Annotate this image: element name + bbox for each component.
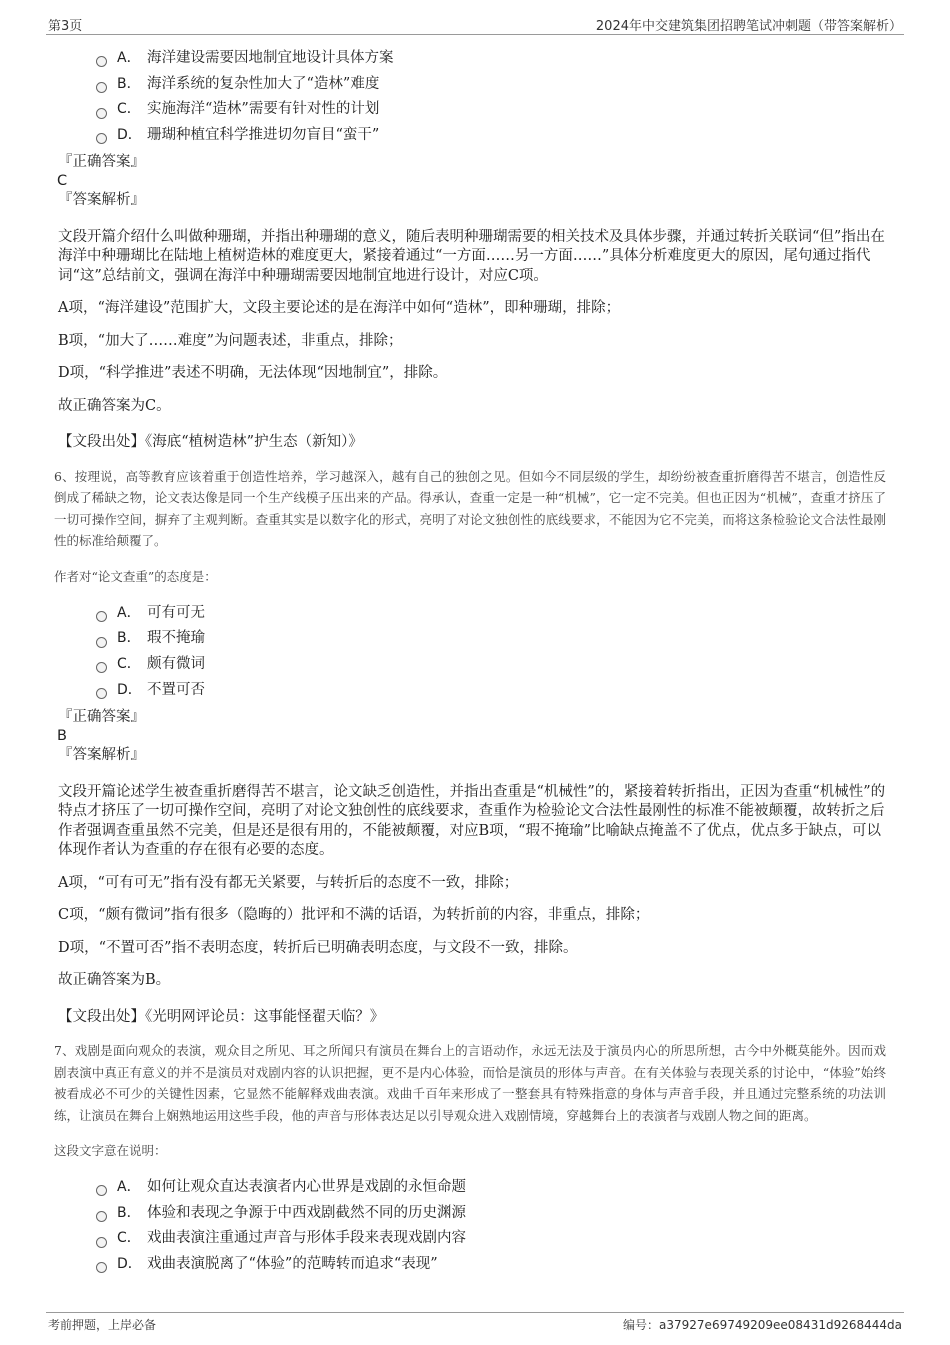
q5-options xyxy=(96,46,896,149)
radio-icon[interactable] xyxy=(96,56,107,67)
radio-icon[interactable] xyxy=(96,662,107,673)
radio-icon[interactable] xyxy=(96,1211,107,1222)
option-text: 颇有微词 xyxy=(147,656,205,673)
q6-note-d: D项，“不置可否”指不表明态度，转折后已明确表明态度，与文段不一致，排除。 xyxy=(58,939,578,956)
q6-note-a: A项，“可有可无”指有没有都无关紧要，与转折后的态度不一致，排除； xyxy=(58,874,519,891)
option-text: 珊瑚种植宜科学推进切勿盲目“蛮干” xyxy=(147,127,380,144)
option-letter: C． xyxy=(117,1230,141,1247)
q5-note-d: D项，“科学推进”表述不明确，无法体现“因地制宜”，排除。 xyxy=(58,365,448,382)
option-text: 可有可无 xyxy=(147,604,205,621)
option-letter: A． xyxy=(117,1179,141,1195)
q6-prompt: 作者对“论文查重”的态度是： xyxy=(54,568,217,584)
q6-conclusion: 故正确答案为B。 xyxy=(58,972,171,988)
option-text: 实施海洋“造林”需要有针对性的计划 xyxy=(147,101,380,118)
option-letter: D． xyxy=(117,1256,142,1273)
option-letter: B． xyxy=(117,75,141,92)
q6-analysis-label: 『答案解析』 xyxy=(58,746,145,763)
q7-option-d[interactable] xyxy=(96,1252,896,1278)
q5-analysis: 文段开篇介绍什么叫做种珊瑚，并指出种珊瑚的意义，随后表明种珊瑚需要的相关技术及具体步骤，并通过转折关联词“但”指出在海洋中种珊瑚比在陆地上植树造林的难度更大，紧接着通过“一方面……另一方面……”具体分析难度更大的原因，尾句通过指代词“这”总结前文，强调在海洋中种珊瑚需要因地制宜地进行设计，对应C项。 xyxy=(58,228,885,284)
option-text: 海洋建设需要因地制宜地设计具体方案 xyxy=(147,50,394,66)
q5-option-d[interactable] xyxy=(96,123,896,149)
q5-option-a[interactable] xyxy=(96,46,896,72)
footer-slogan: 考前押题，上岸必备 xyxy=(48,1318,157,1332)
page-header xyxy=(46,12,904,35)
page-number: 第3页 xyxy=(48,19,83,34)
radio-icon[interactable] xyxy=(96,1185,107,1196)
option-letter: D． xyxy=(117,681,142,698)
q6-answer: B xyxy=(57,727,67,744)
radio-icon[interactable] xyxy=(96,1262,107,1273)
q7-prompt: 这段文字意在说明： xyxy=(54,1143,167,1158)
page-footer xyxy=(46,1312,904,1333)
q6-analysis: 文段开篇论述学生被查重折磨得苦不堪言，论文缺乏创造性，并指出查重是“机械性”的，紧接着转折指出，正因为查重“机械性”的特点才挤压了一切可操作空间，亮明了对论文独创性的底线要求，查重作为检验论文合法性最刚性的标准不能被颠覆，故转折之后作者强调查重虽然不完美，但是还是很有用的，不能被颠覆，对应B项，“瑕不掩瑜”比喻缺点掩盖不了优点，优点多于缺点，可以体现作者认为查重的存在很有必要的态度。 xyxy=(58,783,886,858)
option-text: 戏曲表演脱离了“体验”的范畴转而追求“表现” xyxy=(147,1256,438,1273)
q7-option-a[interactable] xyxy=(96,1175,896,1201)
radio-icon[interactable] xyxy=(96,1237,107,1248)
q6-text: 6、按理说，高等教育应该着重于创造性培养，学习越深入，越有自己的独创之见。但如今不同层级的学生，却纷纷被查重折磨得苦不堪言，创造性反倒成了稀缺之物，论文表达像是同一个生产线模子压出来的产品。得承认，查重一定是一种“机械”，它一定不完美。但也正因为“机械”，查重才挤压了一切可操作空间，摒弃了主观判断。查重其实是以数字化的形式，亮明了对论文独创性的底线要求，不能因为它不完美，而将这条检验论文合法性最刚性的标准给颠覆了。 xyxy=(54,468,886,549)
q7-text: 7、戏剧是面向观众的表演，观众目之所见、耳之所闻只有演员在舞台上的言语动作，永远无法及于演员内心的所思所想，古今中外概莫能外。因而戏剧表演中真正有意义的并不是演员对戏剧内容的认识把握，更不是内心体验，而恰是演员的形体与声音。在有关体验与表现关系的讨论中，“体验”始终被看成必不可少的关键性因素，它显然不能解释戏曲表演。戏曲千百年来形成了一整套具有特殊指意的身体与声音手段，并且通过完整系统的功法训练，让演员在舞台上娴熟地运用这些手段，他的声音与形体表达足以引导观众进入戏剧情境，穿越舞台上的表演者与戏剧人物之间的距离。 xyxy=(54,1043,886,1123)
radio-icon[interactable] xyxy=(96,82,107,93)
radio-icon[interactable] xyxy=(96,133,107,144)
q6-note-c: C项，“颇有微词”指有很多（隐晦的）批评和不满的话语，为转折前的内容，非重点，排除； xyxy=(58,907,650,923)
q5-note-a: A项，“海洋建设”范围扩大，文段主要论述的是在海洋中如何“造林”，即种珊瑚，排除； xyxy=(58,300,621,317)
radio-icon[interactable] xyxy=(96,611,107,622)
option-letter: C． xyxy=(117,656,141,673)
option-text: 海洋系统的复杂性加大了“造林”难度 xyxy=(147,75,380,92)
option-text: 如何让观众直达表演者内心世界是戏剧的永恒命题 xyxy=(147,1179,466,1195)
document-title: 2024年中交建筑集团招聘笔试冲刺题（带答案解析） xyxy=(595,19,902,34)
q6-answer-label: 『正确答案』 xyxy=(58,708,145,725)
q6-options xyxy=(96,601,896,704)
radio-icon[interactable] xyxy=(96,637,107,648)
option-letter: A． xyxy=(117,50,141,66)
q5-option-b[interactable] xyxy=(96,72,896,98)
option-letter: C． xyxy=(117,101,141,118)
q6-option-d[interactable] xyxy=(96,678,896,704)
q6-source: 【文段出处】《光明网评论员：这事能怪翟天临？》 xyxy=(58,1008,385,1025)
q7-option-c[interactable] xyxy=(96,1226,896,1252)
option-text: 不置可否 xyxy=(147,681,205,698)
q5-analysis-label: 『答案解析』 xyxy=(58,191,145,208)
q7-option-b[interactable] xyxy=(96,1201,896,1227)
radio-icon[interactable] xyxy=(96,108,107,119)
option-letter: D． xyxy=(117,127,142,144)
q6-option-c[interactable] xyxy=(96,652,896,678)
document-id: 编号：a37927e69749209ee08431d9268444da xyxy=(623,1318,902,1332)
option-text: 体验和表现之争源于中西戏剧截然不同的历史渊源 xyxy=(147,1204,466,1221)
q5-answer-label: 『正确答案』 xyxy=(58,153,145,170)
radio-icon[interactable] xyxy=(96,688,107,699)
q5-note-b: B项，“加大了……难度”为问题表述，非重点，排除； xyxy=(58,332,403,349)
option-letter: B． xyxy=(117,630,141,647)
page-content xyxy=(56,46,896,1278)
option-letter: A． xyxy=(117,604,141,621)
option-letter: B． xyxy=(117,1204,141,1221)
q6-option-b[interactable] xyxy=(96,626,896,652)
q5-conclusion: 故正确答案为C。 xyxy=(58,397,171,414)
option-text: 瑕不掩瑜 xyxy=(147,630,205,647)
q5-option-c[interactable] xyxy=(96,97,896,123)
q7-options xyxy=(96,1175,896,1278)
q5-answer: C xyxy=(57,172,68,189)
q5-source: 【文段出处】《海底“植树造林”护生态（新知）》 xyxy=(58,434,363,451)
q6-option-a[interactable] xyxy=(96,601,896,627)
option-text: 戏曲表演注重通过声音与形体手段来表现戏剧内容 xyxy=(147,1230,466,1247)
